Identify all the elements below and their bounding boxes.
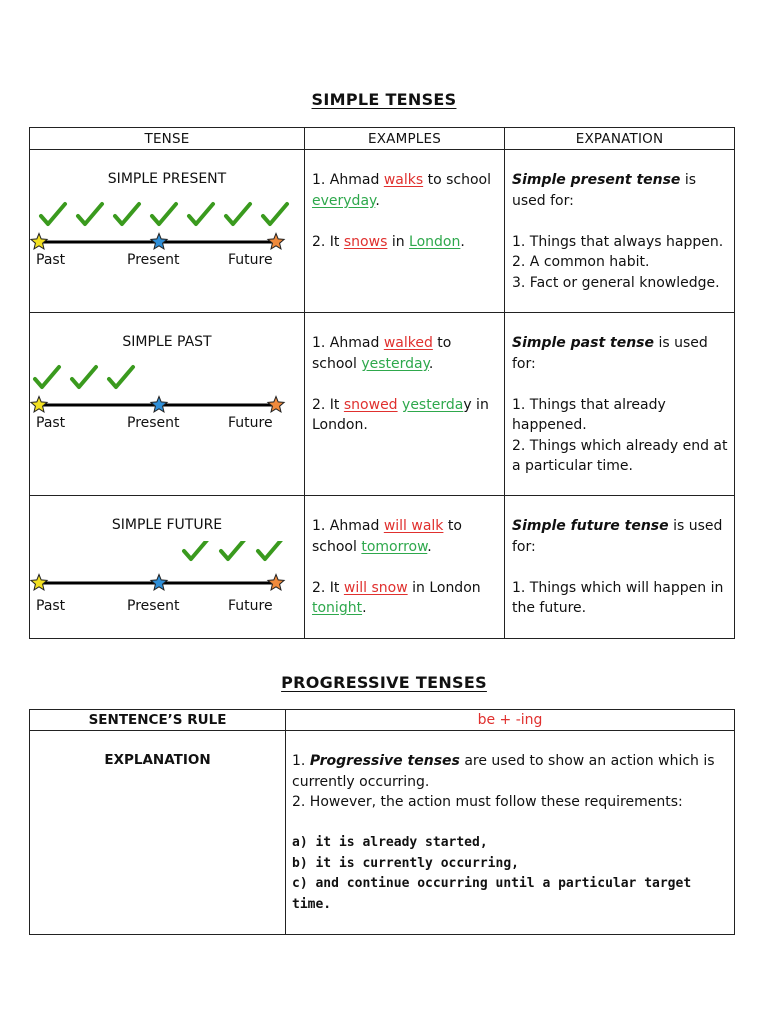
star-past-icon bbox=[31, 397, 47, 412]
check-icon bbox=[35, 367, 59, 387]
explanation-item: 3. Fact or general knowledge. bbox=[512, 274, 720, 291]
timeline-label-present: Present bbox=[127, 415, 180, 431]
check-icon bbox=[221, 541, 245, 559]
timeline-label-past: Past bbox=[36, 415, 66, 431]
examples-cell bbox=[305, 496, 505, 639]
check-icon bbox=[226, 204, 250, 224]
check-icon bbox=[258, 541, 282, 559]
timeline bbox=[30, 200, 304, 260]
explanation-intro: Simple past tense is used for: bbox=[512, 335, 708, 372]
explanation-intro: Simple present tense is used for: bbox=[512, 172, 697, 209]
explanation-cell bbox=[505, 313, 735, 496]
header-explanation: EXPANATION bbox=[505, 128, 735, 150]
check-icon bbox=[109, 367, 133, 387]
tense-cell-present bbox=[30, 150, 305, 313]
explanation-item: 1. Things that already happened. bbox=[512, 396, 666, 433]
simple-tenses-title: SIMPLE TENSES bbox=[311, 90, 457, 109]
star-past-icon bbox=[31, 234, 47, 249]
requirement-item: b) it is currently occurring, bbox=[292, 855, 519, 871]
progressive-point-2: 2. However, the action must follow these requirements: bbox=[292, 794, 683, 810]
check-icon bbox=[78, 204, 102, 224]
tense-cell-future bbox=[30, 496, 305, 639]
star-future-icon bbox=[268, 397, 284, 412]
timeline-label-future: Future bbox=[228, 415, 273, 431]
example-1: 1. Ahmad walks to school everyday. bbox=[312, 172, 491, 209]
timeline-label-past: Past bbox=[36, 252, 66, 268]
examples-cell bbox=[305, 150, 505, 313]
example-1: 1. Ahmad will walk to school tomorrow. bbox=[312, 518, 462, 555]
star-present-icon bbox=[151, 397, 167, 412]
table-row bbox=[30, 731, 735, 935]
progressive-tenses-table bbox=[29, 709, 735, 935]
star-future-icon bbox=[268, 575, 284, 590]
simple-tenses-table bbox=[29, 127, 735, 639]
explanation-item: 2. A common habit. bbox=[512, 254, 650, 270]
progressive-point-1: 1. Progressive tenses are used to show an action which is currently occurring. bbox=[292, 753, 715, 790]
explanation-cell bbox=[505, 496, 735, 639]
tense-label: SIMPLE PAST bbox=[122, 334, 212, 350]
check-icon bbox=[72, 367, 96, 387]
explanation-item: 1. Things which will happen in the future. bbox=[512, 579, 724, 616]
star-present-icon bbox=[151, 234, 167, 249]
star-past-icon bbox=[31, 575, 47, 590]
timeline-label-present: Present bbox=[127, 598, 180, 614]
star-present-icon bbox=[151, 575, 167, 590]
sentence-rule-value: be + -ing bbox=[286, 710, 735, 731]
timeline-label-future: Future bbox=[228, 598, 273, 614]
requirement-item: c) and continue occurring until a particular target time. bbox=[292, 876, 692, 912]
table-row bbox=[30, 150, 735, 313]
star-future-icon bbox=[268, 234, 284, 249]
table-row bbox=[30, 496, 735, 639]
check-icon bbox=[41, 204, 65, 224]
requirement-item: a) it is already started, bbox=[292, 835, 488, 850]
table-row bbox=[30, 710, 735, 731]
timeline bbox=[30, 541, 304, 601]
table-row bbox=[30, 313, 735, 496]
check-icon bbox=[263, 204, 287, 224]
tense-label: SIMPLE FUTURE bbox=[111, 517, 223, 533]
timeline bbox=[30, 363, 304, 423]
example-2: 2. It snows in London. bbox=[312, 233, 465, 250]
header-examples: EXAMPLES bbox=[305, 128, 505, 150]
explanation-label: EXPLANATION bbox=[30, 731, 286, 935]
example-2: 2. It snowed yesterday in London. bbox=[312, 396, 489, 433]
progressive-explanation-cell bbox=[286, 731, 735, 935]
header-tense: TENSE bbox=[30, 128, 305, 150]
example-2: 2. It will snow in London tonight. bbox=[312, 579, 481, 616]
tense-cell-past bbox=[30, 313, 305, 496]
check-icon bbox=[152, 204, 176, 224]
tense-label: SIMPLE PRESENT bbox=[107, 171, 227, 187]
examples-cell bbox=[305, 313, 505, 496]
timeline-label-past: Past bbox=[36, 598, 66, 614]
sentence-rule-label: SENTENCE’S RULE bbox=[30, 710, 286, 731]
check-icon bbox=[189, 204, 213, 224]
check-icon bbox=[115, 204, 139, 224]
explanation-item: 2. Things which already end at a particular time. bbox=[512, 437, 728, 474]
explanation-intro: Simple future tense is used for: bbox=[512, 518, 723, 555]
progressive-tenses-title: PROGRESSIVE TENSES bbox=[281, 673, 487, 692]
timeline-label-future: Future bbox=[228, 252, 273, 268]
check-icon bbox=[184, 541, 208, 559]
table-header-row bbox=[30, 128, 735, 150]
explanation-cell bbox=[505, 150, 735, 313]
explanation-item: 1. Things that always happen. bbox=[512, 233, 724, 250]
example-1: 1. Ahmad walked to school yesterday. bbox=[312, 335, 452, 372]
timeline-label-present: Present bbox=[127, 252, 180, 268]
